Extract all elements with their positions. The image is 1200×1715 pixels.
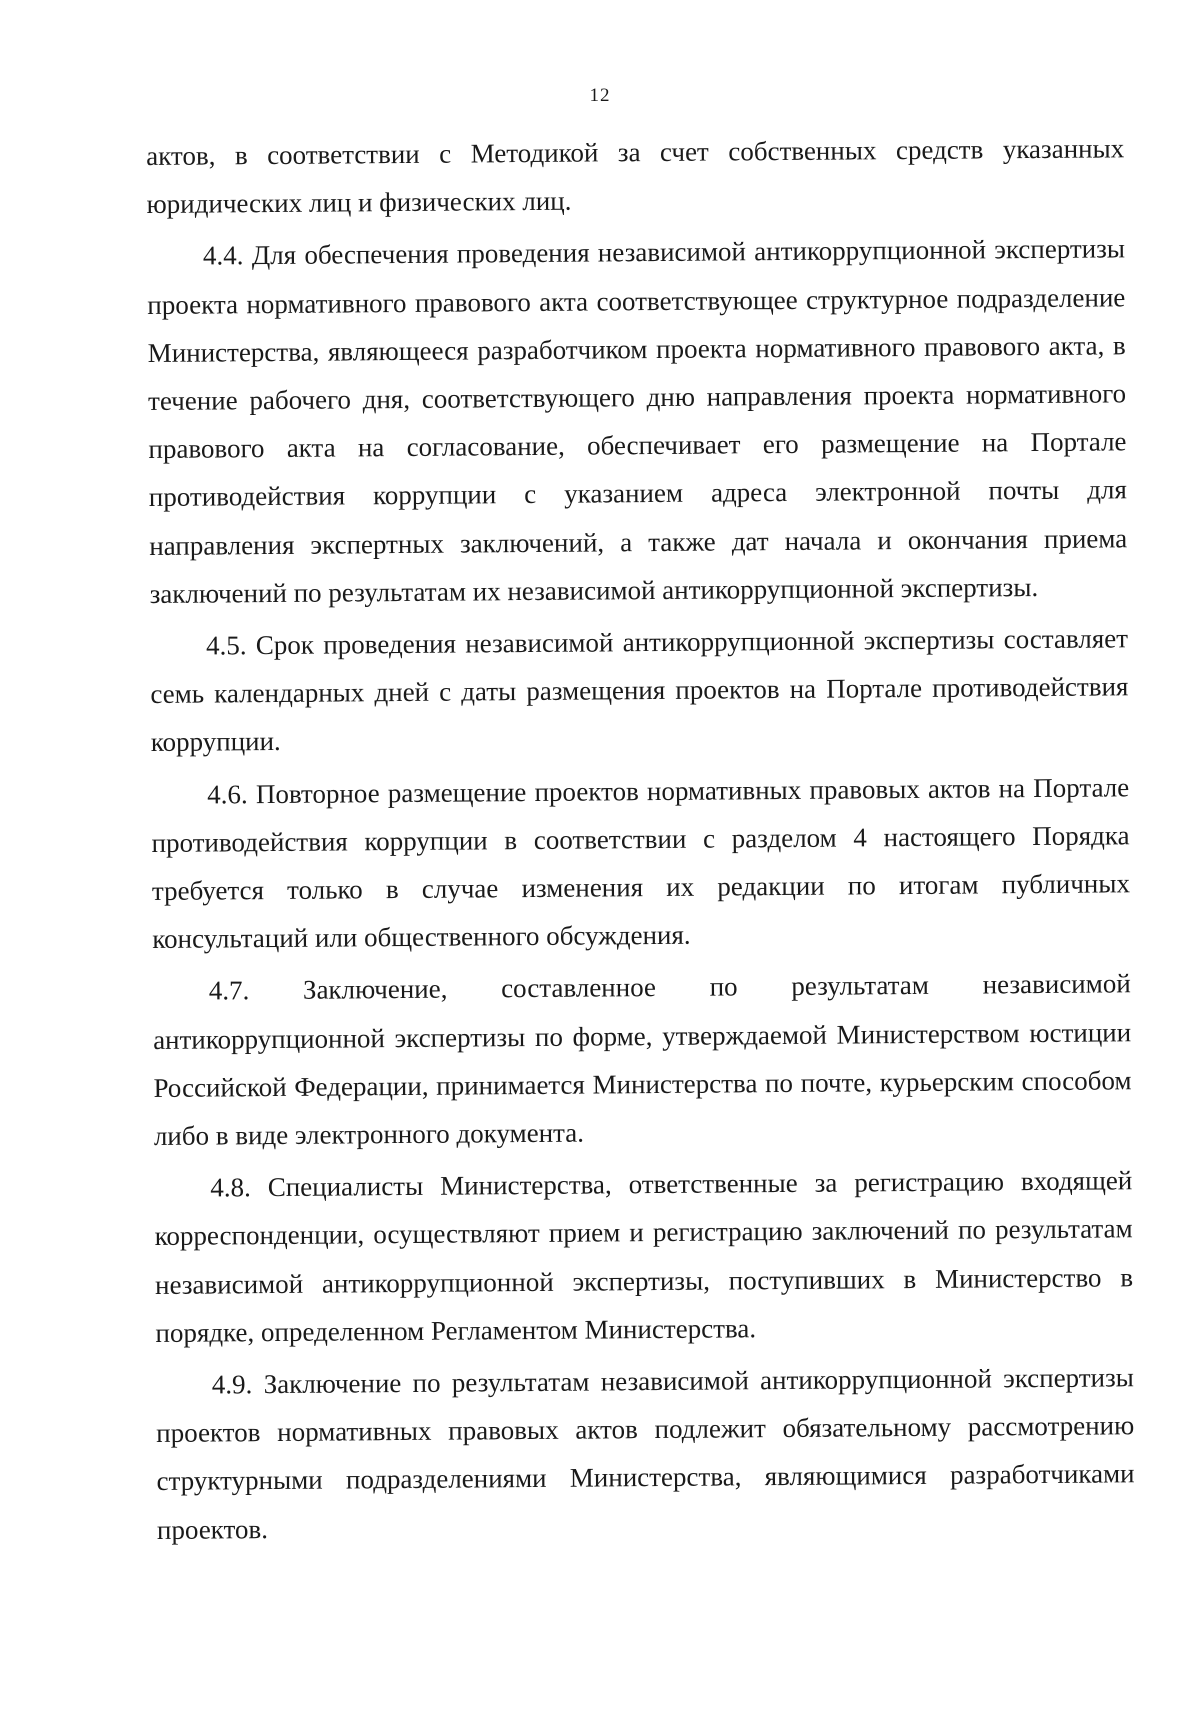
page-number: 12 bbox=[589, 85, 611, 106]
paragraph-text: актов, в соответствии с Методикой за счет собственных средств указанных юридических лиц и физических лиц. bbox=[146, 133, 1125, 220]
paragraph-continuation bbox=[146, 124, 1125, 228]
paragraph-4-6 bbox=[151, 763, 1130, 963]
paragraph-text: Срок проведения независимой антикоррупционной экспертизы составляет семь календарных дней с даты размещения проектов на Портале противодействия коррупции. bbox=[150, 623, 1129, 758]
paragraph-number: 4.6. bbox=[207, 778, 248, 810]
paragraph-4-9 bbox=[156, 1353, 1135, 1553]
paragraph-4-8 bbox=[154, 1157, 1133, 1357]
paragraph-text: Заключение, составленное по результатам независимой антикоррупционной экспертизы по форме, утверждаемой Министерством юстиции Российской Федерации, принимается Министерства по почте, курьерским способом либо в виде электронного документа. bbox=[153, 968, 1132, 1152]
paragraph-text: Для обеспечения проведения независимой антикоррупционной экспертизы проекта нормативного правового акта соответствующее структурное подразделение Министерства, являющееся разработчиком проекта нормативного правового акта, в течение рабочего дня, соответствующего дню направления проекта нормативного правового акта на согласование, обеспечивает его размещение на Портале противодействия коррупции с указанием адреса электронной почты для направления экспертных заключений, а также дат начала и окончания приема заключений по результатам их независимой антикоррупционной экспертизы. bbox=[147, 233, 1128, 609]
paragraph-4-5 bbox=[150, 614, 1129, 766]
paragraph-number: 4.4. bbox=[202, 240, 244, 271]
paragraph-4-7 bbox=[153, 960, 1132, 1160]
paragraph-number: 4.5. bbox=[205, 630, 247, 661]
document-body bbox=[146, 124, 1135, 1554]
paragraph-text: Заключение по результатам независимой антикоррупционной экспертизы проектов нормативных правовых актов подлежит обязательному рассмотрению структурными подразделениями Министерства, являющимися разработчиками проектов. bbox=[156, 1362, 1135, 1545]
paragraph-number: 4.7. bbox=[208, 975, 250, 1006]
paragraph-number: 4.9. bbox=[211, 1369, 253, 1400]
paragraph-4-4 bbox=[147, 225, 1128, 618]
paragraph-text: Повторное размещение проектов нормативных правовых актов на Портале противодействия коррупции в соответствии с разделом 4 настоящего Порядка требуется только в случае изменения их редакции по итогам публичных консультаций или общественного обсуждения. bbox=[151, 771, 1131, 955]
paragraph-text: Специалисты Министерства, ответственные за регистрацию входящей корреспонденции, осуществляют прием и регистрацию заключений по результатам независимой антикоррупционной экспертизы, поступивших в Министерство в порядке, определенном Регламентом Министерства. bbox=[154, 1165, 1134, 1348]
paragraph-number: 4.8. bbox=[210, 1172, 251, 1203]
